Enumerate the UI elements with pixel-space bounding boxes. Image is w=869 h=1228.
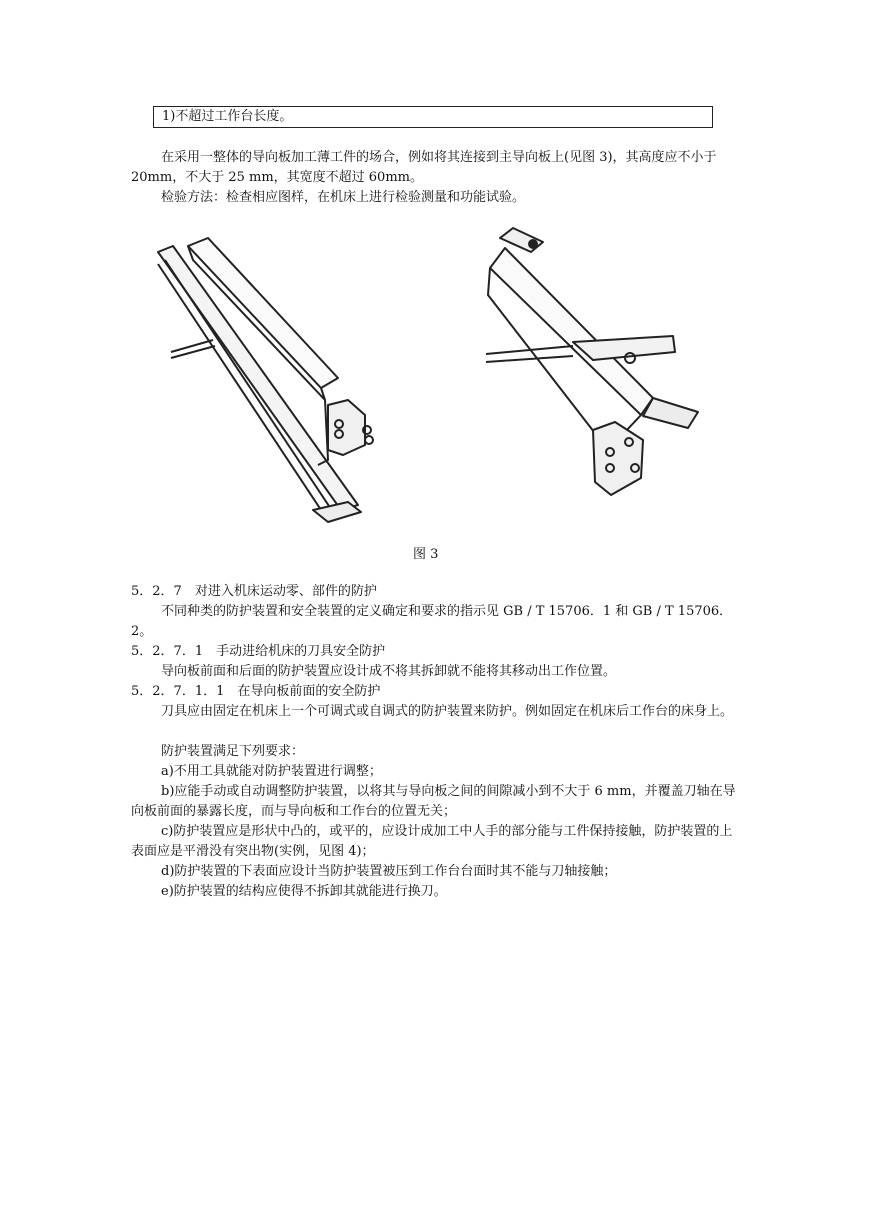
section-5-2-7-body: 不同种类的防护装置和安全装置的定义确定和要求的指示见 GB / T 15706．1 和 GB / T 15706．2。 <box>131 604 733 639</box>
figure-caption: 图 3 <box>413 547 439 562</box>
figure-3 <box>153 220 713 570</box>
inspection-paragraph: 检验方法：检查相应图样，在机床上进行检验测量和功能试验。 <box>161 190 526 205</box>
section-5-2-7-1-heading: 5．2．7．1 手动进给机床的刀具安全防护 <box>131 644 386 659</box>
section-5-2-7-1-1-heading: 5．2．7．1．1 在导向板前面的安全防护 <box>131 684 381 699</box>
footnote-text: 1)不超过工作台长度。 <box>162 109 293 124</box>
section-5-2-7-1-body: 导向板前面和后面的防护装置应设计成不将其拆卸就不能将其移动出工作位置。 <box>161 664 617 679</box>
figure-3-drawing <box>153 220 713 570</box>
requirements-intro: 防护装置满足下列要求： <box>161 744 305 759</box>
intro-paragraph: 在采用一整体的导向板加工薄工件的场合，例如将其连接到主导向板上(见图 3)，其高度应不小于 20mm，不大于 25 mm，其宽度不超过 60mm。 <box>131 150 717 185</box>
footnote-box <box>153 106 713 128</box>
requirement-d: d)防护装置的下表面应设计当防护装置被压到工作台台面时其不能与刀轴接触； <box>161 864 617 879</box>
requirement-b: b)应能手动或自动调整防护装置，以将其与导向板之间的间隙减小到不大于 6 mm，并覆盖刀轴在导向板前面的暴露长度，而与导向板和工作台的位置无关； <box>131 784 736 819</box>
section-5-2-7-1-1-body: 刀具应由固定在机床上一个可调式或自调式的防护装置来防护。例如固定在机床后工作台的床身上。 <box>161 704 734 719</box>
requirement-e: e)防护装置的结构应使得不拆卸其就能进行换刀。 <box>161 884 447 899</box>
requirement-a: a)不用工具就能对防护装置进行调整； <box>161 764 382 779</box>
requirement-c: c)防护装置应是形状中凸的，或平的，应设计成加工中人手的部分能与工件保持接触，防护装置的上表面应是平滑没有突出物(实例，见图 4)； <box>131 824 733 859</box>
section-5-2-7-heading: 5．2．7 对进入机床运动零、部件的防护 <box>131 584 377 599</box>
